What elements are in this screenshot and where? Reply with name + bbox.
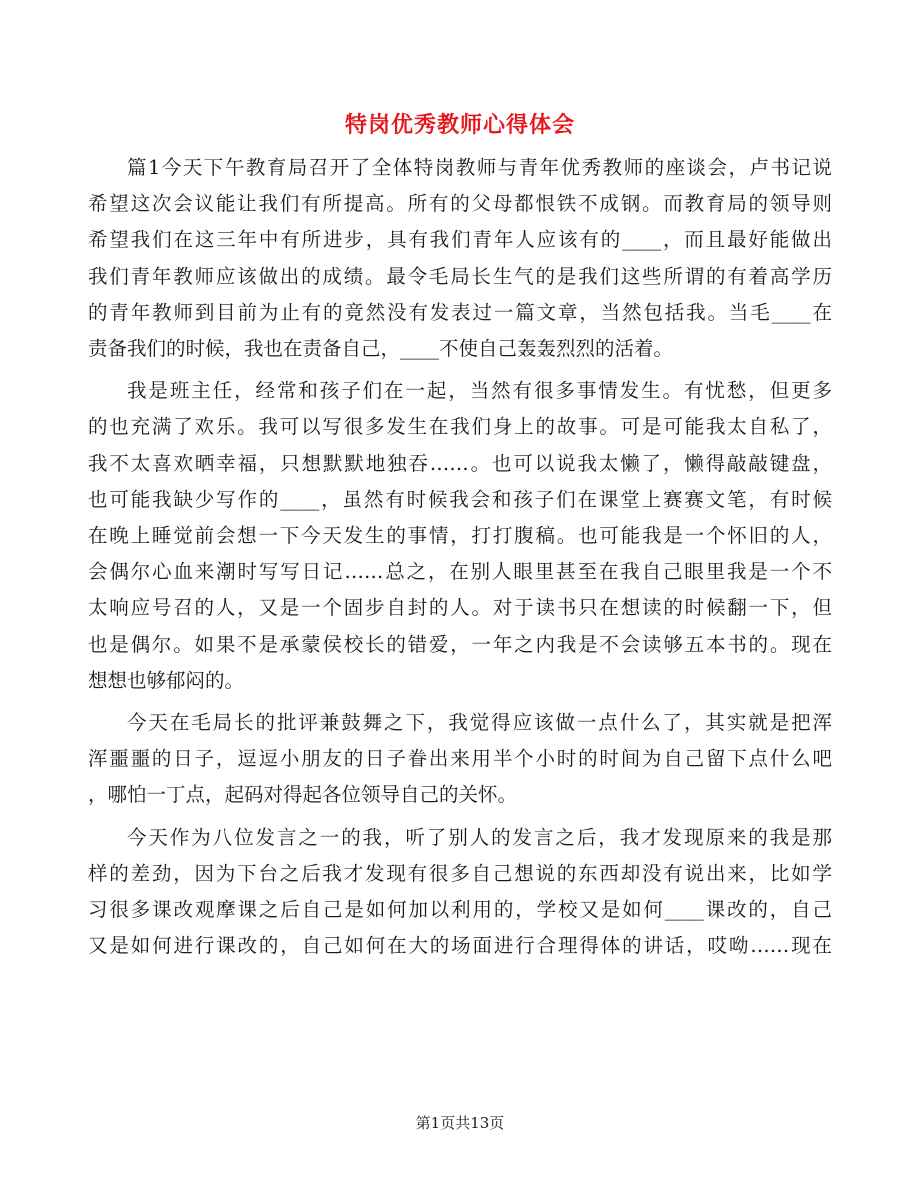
text-line: 我不太喜欢晒幸福，只想默默地独吞……。也可以说我太懒了，懒得敲敲键盘， <box>88 451 832 475</box>
paragraph-2 <box>88 373 832 699</box>
text-line: 的青年教师到目前为止有的竟然没有发表过一篇文章，当然包括我。当毛____在 <box>88 300 832 324</box>
text-line: ，哪怕一丁点，起码对得起各位领导自己的关怀。 <box>88 783 518 807</box>
text-line: 今天在毛局长的批评兼鼓舞之下，我觉得应该做一点什么了，其实就是把浑 <box>127 711 832 735</box>
paragraph-1 <box>88 150 832 367</box>
text-line: 篇1今天下午教育局召开了全体特岗教师与青年优秀教师的座谈会，卢书记说 <box>127 156 832 179</box>
text-line: 会偶尔心血来潮时写写日记……总之，在别人眼里甚至在我自己眼里我是一个不 <box>88 560 832 584</box>
text-line: 责备我们的时候，我也在责备自己，____不使自己轰轰烈烈的活着。 <box>88 337 674 361</box>
document-title: 特岗优秀教师心得体会 <box>344 112 575 138</box>
page-footer: 第1页共13页 <box>415 1114 505 1132</box>
text-line: 习很多课改观摩课之后自己是如何加以利用的，学校又是如何____课改的，自己 <box>88 898 832 922</box>
text-line: 样的差劲，因为下台之后我才发现有很多自己想说的东西却没有说出来，比如学 <box>88 861 832 885</box>
text-line: 希望这次会议能让我们有所提高。所有的父母都恨铁不成钢。而教育局的领导则 <box>88 192 832 216</box>
text-line: 想想也够郁闷的。 <box>88 668 245 692</box>
paragraph-3 <box>88 705 832 814</box>
text-line: 我们青年教师应该做出的成绩。最令毛局长生气的是我们这些所谓的有着高学历 <box>88 264 832 288</box>
text-line: 又是如何进行课改的，自己如何在大的场面进行合理得体的讲话，哎呦……现在 <box>88 934 832 958</box>
text-line: 太响应号召的人，又是一个固步自封的人。对于读书只在想读的时候翻一下，但 <box>88 596 832 620</box>
text-line: 希望我们在这三年中有所进步，具有我们青年人应该有的____，而且最好能做出 <box>88 228 832 252</box>
document-body <box>88 150 832 970</box>
text-line: 今天作为八位发言之一的我，听了别人的发言之后，我才发现原来的我是那 <box>127 825 832 849</box>
text-line: 浑噩噩的日子，逗逗小朋友的日子眷出来用半个小时的时间为自己留下点什么吧 <box>88 747 832 771</box>
text-line: 也可能我缺少写作的____，虽然有时候我会和孩子们在课堂上赛赛文笔，有时候 <box>88 487 832 511</box>
paragraph-4 <box>88 820 832 965</box>
text-line: 也是偶尔。如果不是承蒙侯校长的错爱，一年之内我是不会读够五本书的。现在 <box>88 632 832 656</box>
text-line: 在晚上睡觉前会想一下今天发生的事情，打打腹稿。也可能我是一个怀旧的人， <box>88 524 832 548</box>
text-line: 的也充满了欢乐。我可以写很多发生在我们身上的故事。可是可能我太自私了， <box>88 415 832 439</box>
text-line: 我是班主任，经常和孩子们在一起，当然有很多事情发生。有忧愁，但更多 <box>127 379 832 403</box>
